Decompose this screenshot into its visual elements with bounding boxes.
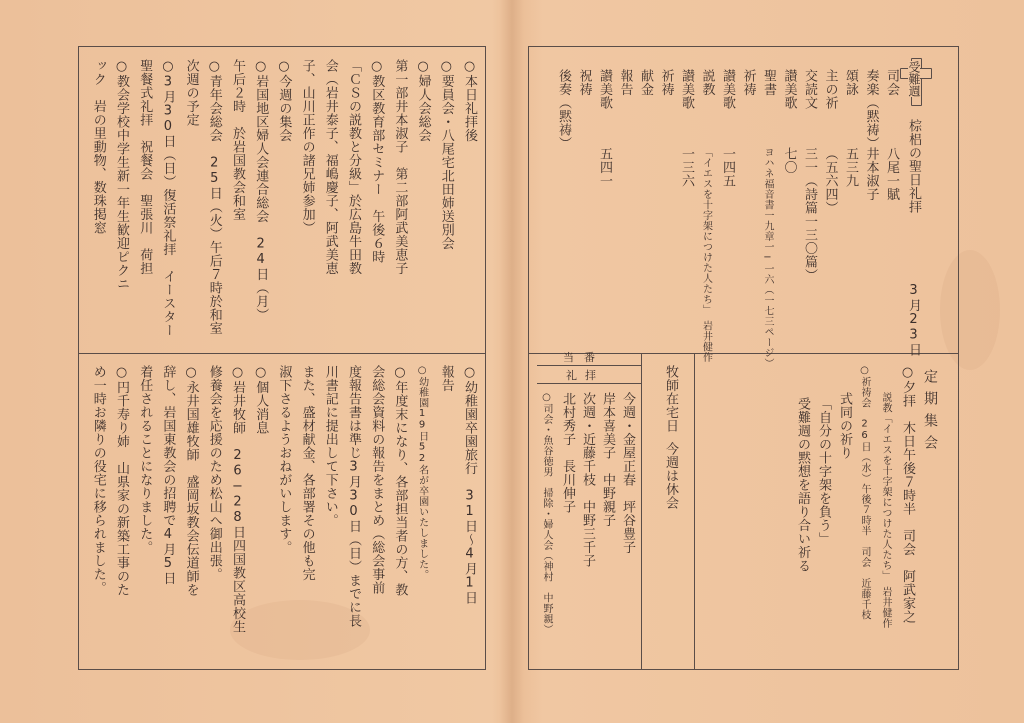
announcement-line: 川書記に提出して下さい。 [322, 365, 338, 527]
teiki-line: 「自分の十字架を負う」 [816, 397, 831, 546]
announcement-line: ○永井国雄牧師 盛岡坂教会伝道師を [183, 365, 199, 597]
announcement-line: ○教会学校中学生新一年生歓迎ピクニ [114, 59, 129, 291]
announcement-line: ○今週の集会 [276, 59, 292, 142]
announcement-line: 午后２時 於岩国教会和室 [230, 59, 245, 221]
teiki-title: 定期集会 [922, 369, 938, 457]
order-item-label: 交読文 [802, 69, 817, 110]
announcement-line: 報告 [438, 365, 454, 392]
announcement-line: 第一部井本淑子 第二部阿武美恵子 [392, 59, 408, 275]
order-item-label: 讃美歌 [679, 69, 694, 110]
toban-title: 当番 [563, 351, 605, 364]
teiki-line: 受難週の黙想を語り合い祈る [795, 397, 810, 573]
announcement-line: 修養会を応援のため松山へ御出張。 [206, 365, 222, 581]
order-item-label: 主の祈 [822, 69, 838, 110]
pastor-title: 牧師在宅日 [663, 365, 678, 433]
order-item-label: 司会 [884, 69, 899, 96]
order-item-label: 讃美歌 [597, 69, 612, 110]
toban-line: 今週・金屋正春 坪谷豊子 [620, 392, 635, 554]
announcement-line: ○婦人会総会 [415, 59, 431, 142]
order-item-value: 三一（詩篇一三〇篇） [802, 147, 817, 282]
order-item-value: 井本淑子 [863, 147, 879, 201]
announcement-line: ○個人消息 [253, 365, 269, 435]
announcement-line: 辞し、岩国東教会の招聘で4月5日 [160, 365, 176, 585]
order-item-value: 一四五 [720, 147, 735, 188]
announcement-line: ック 岩の里動物、数珠掲窓 [90, 59, 106, 235]
announcement-line: また、盛材献金、各部署その他も完 [299, 365, 315, 581]
order-item-label: 献金 [638, 69, 653, 96]
reihai-title: 礼拝 [566, 369, 604, 382]
announcement-line: ○教区教育部セミナー 午後６時 [369, 59, 385, 264]
order-item-label: 祈祷 [658, 69, 674, 96]
announcement-line: ○本日礼拝後 [462, 59, 477, 142]
announcement-line: 聖餐式礼拝 祝餐会 聖張川 荷担 [137, 59, 153, 275]
toban-title-underline [537, 365, 641, 366]
announcement-line: 度報告書は準じ3月30日（日）までに長 [346, 365, 361, 628]
order-item-value: ヨハネ福音書一九章一−一六（一七三ページ） [762, 147, 773, 369]
order-item-label: 祈祷 [740, 69, 756, 96]
announcement-line: ○幼稚園卒園旅行 31日〜4月1日 [462, 365, 477, 605]
toban-divider [641, 353, 642, 669]
right-page [528, 46, 959, 670]
order-item-label: 頌詠 [843, 69, 858, 96]
announcement-line: ○要員会・八尾宅北田姉送別会 [438, 59, 454, 250]
order-item-value: （五六四） [822, 147, 838, 215]
cross-badge-icon [900, 58, 932, 104]
order-item-label: 説教 [699, 69, 715, 96]
announcement-line: 子、山川正作の諸兄姉参加） [299, 59, 315, 235]
order-item-label: 奏楽（黙祷） [863, 69, 879, 150]
service-title: 棕梠の聖日礼拝 [906, 119, 921, 214]
teiki-line: ○祈祷会 26日（水）午後７時半 司会 近藤千枝 [859, 365, 870, 620]
order-item-value: 七〇 [781, 147, 797, 174]
announcement-line: ○青年会総会 25日（火）午后７時於和室 [206, 59, 222, 335]
pastor-note: 今週は休会 [663, 442, 678, 510]
announcement-line: 着任されることになりました。 [137, 365, 153, 554]
badge-text: 受難週 [907, 61, 921, 97]
toban-line: 岸本喜美子 中野親子 [600, 392, 615, 527]
toban-line: 北村秀子 長川伸子 [560, 392, 575, 514]
center-fold [500, 0, 524, 723]
order-item-label: 後奏（黙祷） [556, 69, 571, 150]
order-item-value: 一三六 [679, 147, 694, 188]
pastor-divider [694, 353, 695, 669]
announcement-line: 会（岩井泰子、福嶋慶子、阿武美恵 [322, 59, 338, 275]
order-item-value: 五四一 [597, 147, 612, 188]
service-date: 3月23日 [906, 283, 921, 357]
announcement-line: ○年度末になり、各部担当者の方、教 [392, 365, 408, 597]
order-item-label: 報告 [617, 69, 633, 96]
teiki-line: 式同の祈り [837, 392, 852, 460]
announcement-line: ○岩井牧師 26−28日四国教区高校生 [230, 365, 245, 634]
announcement-line: ○円千寿り姉 山県家の新築工事のた [114, 365, 129, 597]
reihai-underline [537, 383, 641, 384]
announcement-line: 淑下さるようおねがいします。 [276, 365, 292, 554]
teiki-line: ○夕拝 木日午後７時半 司会 阿武家之 [900, 365, 915, 624]
announcement-line: 次週の予定 [183, 59, 199, 127]
order-item-value: 「イエスを十字架につけた人たち」 岩井健作 [700, 147, 712, 363]
order-item-label: 讃美歌 [781, 69, 797, 110]
announcement-line: ○3月30日（日）復活祭礼拝 イースター [160, 59, 176, 337]
order-item-label: 聖書 [761, 69, 776, 96]
left-page [78, 46, 486, 670]
announcement-line: 「ＣＳの説教と分級」於広島牛田教 [346, 59, 361, 275]
announcement-line: め一時お隣りの役宅に移られました。 [90, 365, 106, 595]
order-item-label: 讃美歌 [720, 69, 735, 110]
order-item-value: 八尾一賦 [884, 147, 899, 201]
order-item-label: 祝祷 [576, 69, 592, 96]
order-item-value: 五三九 [843, 147, 858, 188]
toban-line: 次週・近藤千枝 中野三千子 [580, 392, 595, 568]
left-page-divider [79, 353, 485, 354]
announcement-line: 会総会資料の報告をまとめ（総会事前 [369, 365, 385, 595]
toban-line: ○司会・魚谷徳男 掃除・婦人会（神村 中野親） [541, 392, 552, 635]
announcement-line: ○幼稚園19日52名が卒園いたしました。 [416, 365, 428, 580]
announcement-line: ○岩国地区婦人会連合総会 24日（月） [253, 59, 269, 322]
teiki-line: 説教「イエスを十字架につけた人たち」 岩井健作 [880, 392, 891, 629]
